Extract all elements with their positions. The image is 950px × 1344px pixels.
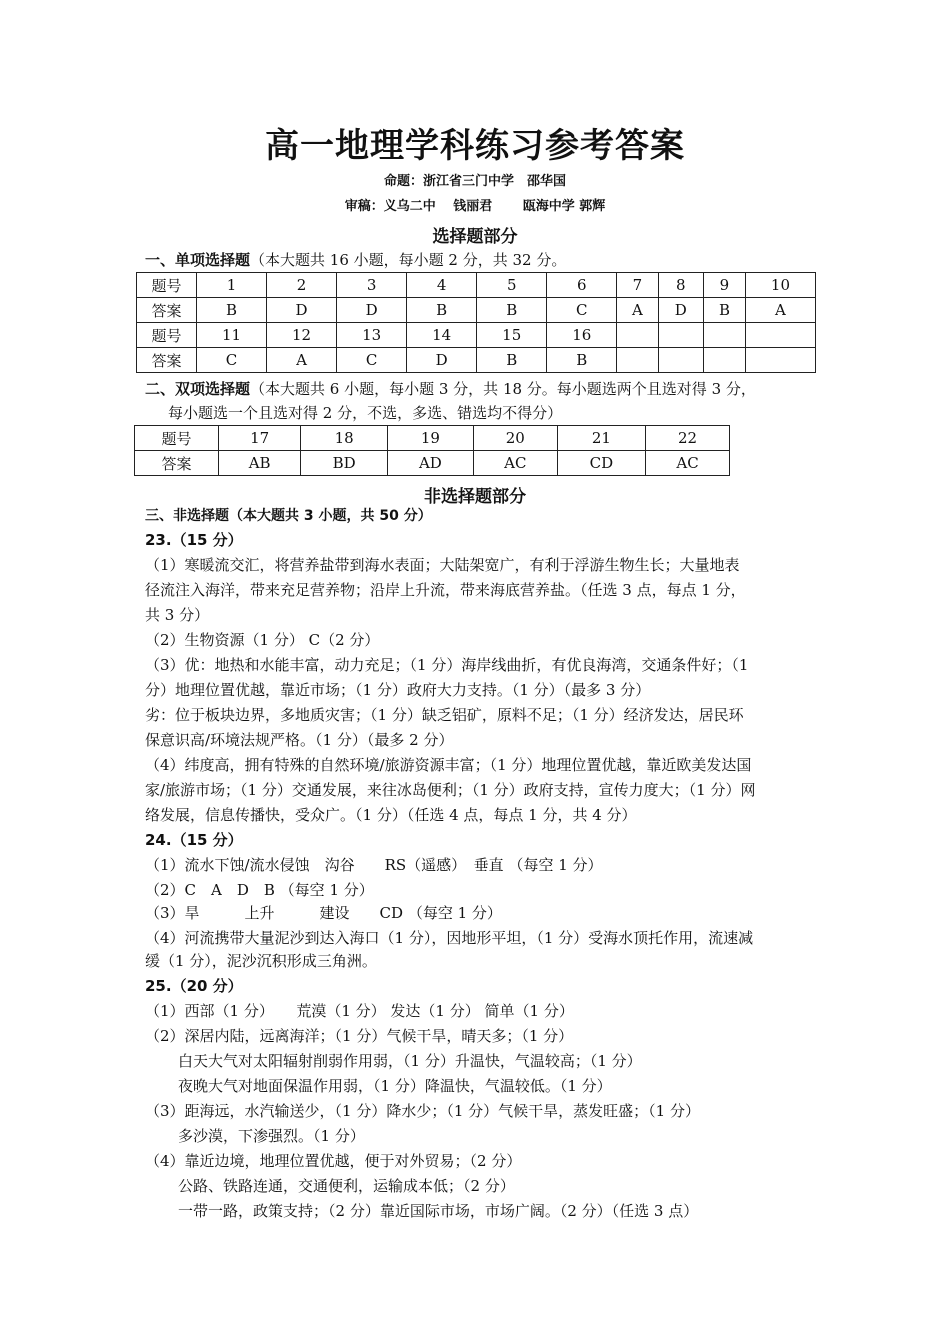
answer-line: （3）距海远，水汽输送少，（1 分）降水少；（1 分）气候干旱，蒸发旺盛；（1 分）: [145, 1102, 700, 1120]
table-cell: [617, 323, 658, 348]
table-cell: 3: [337, 273, 407, 298]
section-choice-heading: 选择题部分: [432, 227, 518, 247]
q2-note: （本大题共 6 小题，每小题 3 分，共 18 分。每小题选两个且选对得 3 分，: [250, 380, 756, 398]
table-cell: 19: [387, 426, 473, 451]
review-line: 审稿：义乌二中 钱丽君 瓯海中学 郭辉: [344, 199, 606, 214]
answer-line: 白天大气对太阳辐射削弱作用弱，（1 分）升温快，气温较高；（1 分）: [178, 1052, 642, 1070]
row-label: 题号: [135, 426, 219, 451]
answer-line: 23.（15 分）: [145, 531, 243, 549]
row-label: 答案: [137, 348, 197, 373]
answer-line: （2）深居内陆，远离海洋；（1 分）气候干旱，晴天多；（1 分）: [145, 1027, 574, 1045]
q2-note-line2: 每小题选一个且选对得 2 分，不选，多选、错选均不得分）: [168, 404, 563, 422]
table-cell: B: [197, 298, 267, 323]
row-label: 答案: [135, 451, 219, 476]
table-cell: C: [547, 298, 617, 323]
table-cell: 13: [337, 323, 407, 348]
section-non-choice-heading: 非选择题部分: [424, 487, 526, 507]
answer-line: 一带一路，政策支持；（2 分）靠近国际市场，市场广阔。（2 分）（任选 3 点）: [178, 1202, 699, 1220]
table-cell: 15: [477, 323, 547, 348]
table-cell: D: [337, 298, 407, 323]
table-cell: 10: [745, 273, 815, 298]
answer-line: 劣：位于板块边界，多地质灾害；（1 分）缺乏铝矿，原料不足；（1 分）经济发达，居民环: [145, 706, 744, 724]
table-cell: BD: [301, 451, 388, 476]
answer-line: 夜晚大气对地面保温作用弱，（1 分）降温快，气温较低。（1 分）: [178, 1077, 612, 1095]
table-cell: 8: [658, 273, 703, 298]
page-title: 高一地理学科练习参考答案: [265, 126, 685, 166]
table-row: [135, 426, 730, 451]
table-cell: A: [617, 298, 658, 323]
answer-line: （2）生物资源（1 分） C（2 分）: [145, 631, 380, 649]
table-cell: 14: [407, 323, 477, 348]
answer-line: （1）寒暖流交汇，将营养盐带到海水表面；大陆架宽广，有利于浮游生物生长；大量地表: [145, 556, 740, 574]
table-cell: 20: [473, 426, 557, 451]
answer-line: 家/旅游市场；（1 分）交通发展，来往冰岛便利；（1 分）政府支持，宣传力度大；（1 分）网: [145, 781, 756, 799]
row-label: 题号: [137, 273, 197, 298]
table-cell: 18: [301, 426, 388, 451]
row-label: 题号: [137, 323, 197, 348]
answer-line: 径流注入海洋，带来充足营养物；沿岸上升流，带来海底营养盐。（任选 3 点，每点 1 分，: [145, 581, 746, 599]
answer-line: （4）纬度高，拥有特殊的自然环境/旅游资源丰富；（1 分）地理位置优越，靠近欧美发达国: [145, 756, 752, 774]
answer-line: 24.（15 分）: [145, 831, 243, 849]
table-cell: B: [547, 348, 617, 373]
table-cell: B: [477, 348, 547, 373]
answer-line: （3）旱 上升 建设 CD （每空 1 分）: [145, 904, 502, 922]
answer-line: （4）河流携带大量泥沙到达入海口（1 分），因地形平坦，（1 分）受海水顶托作用，流速减: [145, 929, 754, 947]
table-cell: B: [477, 298, 547, 323]
table-row: [137, 323, 816, 348]
table-cell: 9: [703, 273, 745, 298]
table-cell: D: [407, 348, 477, 373]
q2-heading: 二、双项选择题: [145, 380, 251, 398]
table-cell: [745, 348, 815, 373]
table-row: [137, 348, 816, 373]
answer-line: （4）靠近边境，地理位置优越，便于对外贸易；（2 分）: [145, 1152, 522, 1170]
table-row: [137, 298, 816, 323]
table-cell: AD: [387, 451, 473, 476]
answer-line: （1）西部（1 分） 荒漠（1 分） 发达（1 分） 简单（1 分）: [145, 1002, 574, 1020]
table-cell: 22: [646, 426, 730, 451]
table-cell: 7: [617, 273, 658, 298]
table-cell: 2: [267, 273, 337, 298]
table-cell: D: [267, 298, 337, 323]
answer-line: 络发展，信息传播快，受众广。（1 分）（任选 4 点，每点 1 分，共 4 分）: [145, 806, 637, 824]
q1-note: （本大题共 16 小题，每小题 2 分，共 32 分。: [250, 251, 567, 269]
table-cell: 1: [197, 273, 267, 298]
answer-line: （2）C A D B （每空 1 分）: [145, 881, 374, 899]
answer-line: 保意识高/环境法规严格。（1 分）（最多 2 分）: [145, 731, 454, 749]
answer-line: 共 3 分）: [145, 606, 210, 624]
table-cell: [745, 323, 815, 348]
table-cell: [658, 348, 703, 373]
table-cell: 12: [267, 323, 337, 348]
table-cell: 6: [547, 273, 617, 298]
table-cell: A: [745, 298, 815, 323]
table-cell: [703, 323, 745, 348]
answer-line: 公路、铁路连通，交通便利，运输成本低；（2 分）: [178, 1177, 515, 1195]
table-cell: 5: [477, 273, 547, 298]
table-cell: [658, 323, 703, 348]
table-cell: D: [658, 298, 703, 323]
table-cell: AC: [646, 451, 730, 476]
answer-line: （3）优：地热和水能丰富，动力充足；（1 分）海岸线曲折，有优良海湾，交通条件好；（1: [145, 656, 749, 674]
table-cell: C: [197, 348, 267, 373]
table-cell: 21: [557, 426, 645, 451]
answer-line: 缓（1 分），泥沙沉积形成三角洲。: [145, 952, 377, 970]
table-cell: C: [337, 348, 407, 373]
q2-heading-line: [145, 380, 756, 398]
table-cell: [703, 348, 745, 373]
table-cell: AC: [473, 451, 557, 476]
q3-heading: 三、非选择题（本大题共 3 小题，共 50 分）: [145, 508, 432, 524]
table-cell: [617, 348, 658, 373]
table-cell: CD: [557, 451, 645, 476]
row-label: 答案: [137, 298, 197, 323]
single-choice-table: [136, 272, 816, 373]
table-row: [135, 451, 730, 476]
answer-line: （1）流水下蚀/流水侵蚀 沟谷 RS（遥感） 垂直 （每空 1 分）: [145, 856, 603, 874]
table-cell: A: [267, 348, 337, 373]
table-cell: AB: [219, 451, 301, 476]
table-cell: 17: [219, 426, 301, 451]
answer-line: 多沙漠，下渗强烈。（1 分）: [178, 1127, 365, 1145]
double-choice-table: [134, 425, 730, 476]
table-cell: B: [703, 298, 745, 323]
answer-line: 分）地理位置优越，靠近市场；（1 分）政府大力支持。（1 分）（最多 3 分）: [145, 681, 651, 699]
author-line: 命题：浙江省三门中学 邵华国: [383, 174, 566, 189]
q1-heading: 一、单项选择题: [145, 251, 251, 269]
table-cell: B: [407, 298, 477, 323]
table-cell: 4: [407, 273, 477, 298]
q1-heading-line: [145, 251, 566, 269]
answer-line: 25.（20 分）: [145, 977, 243, 995]
table-cell: 11: [197, 323, 267, 348]
table-row: [137, 273, 816, 298]
table-cell: 16: [547, 323, 617, 348]
